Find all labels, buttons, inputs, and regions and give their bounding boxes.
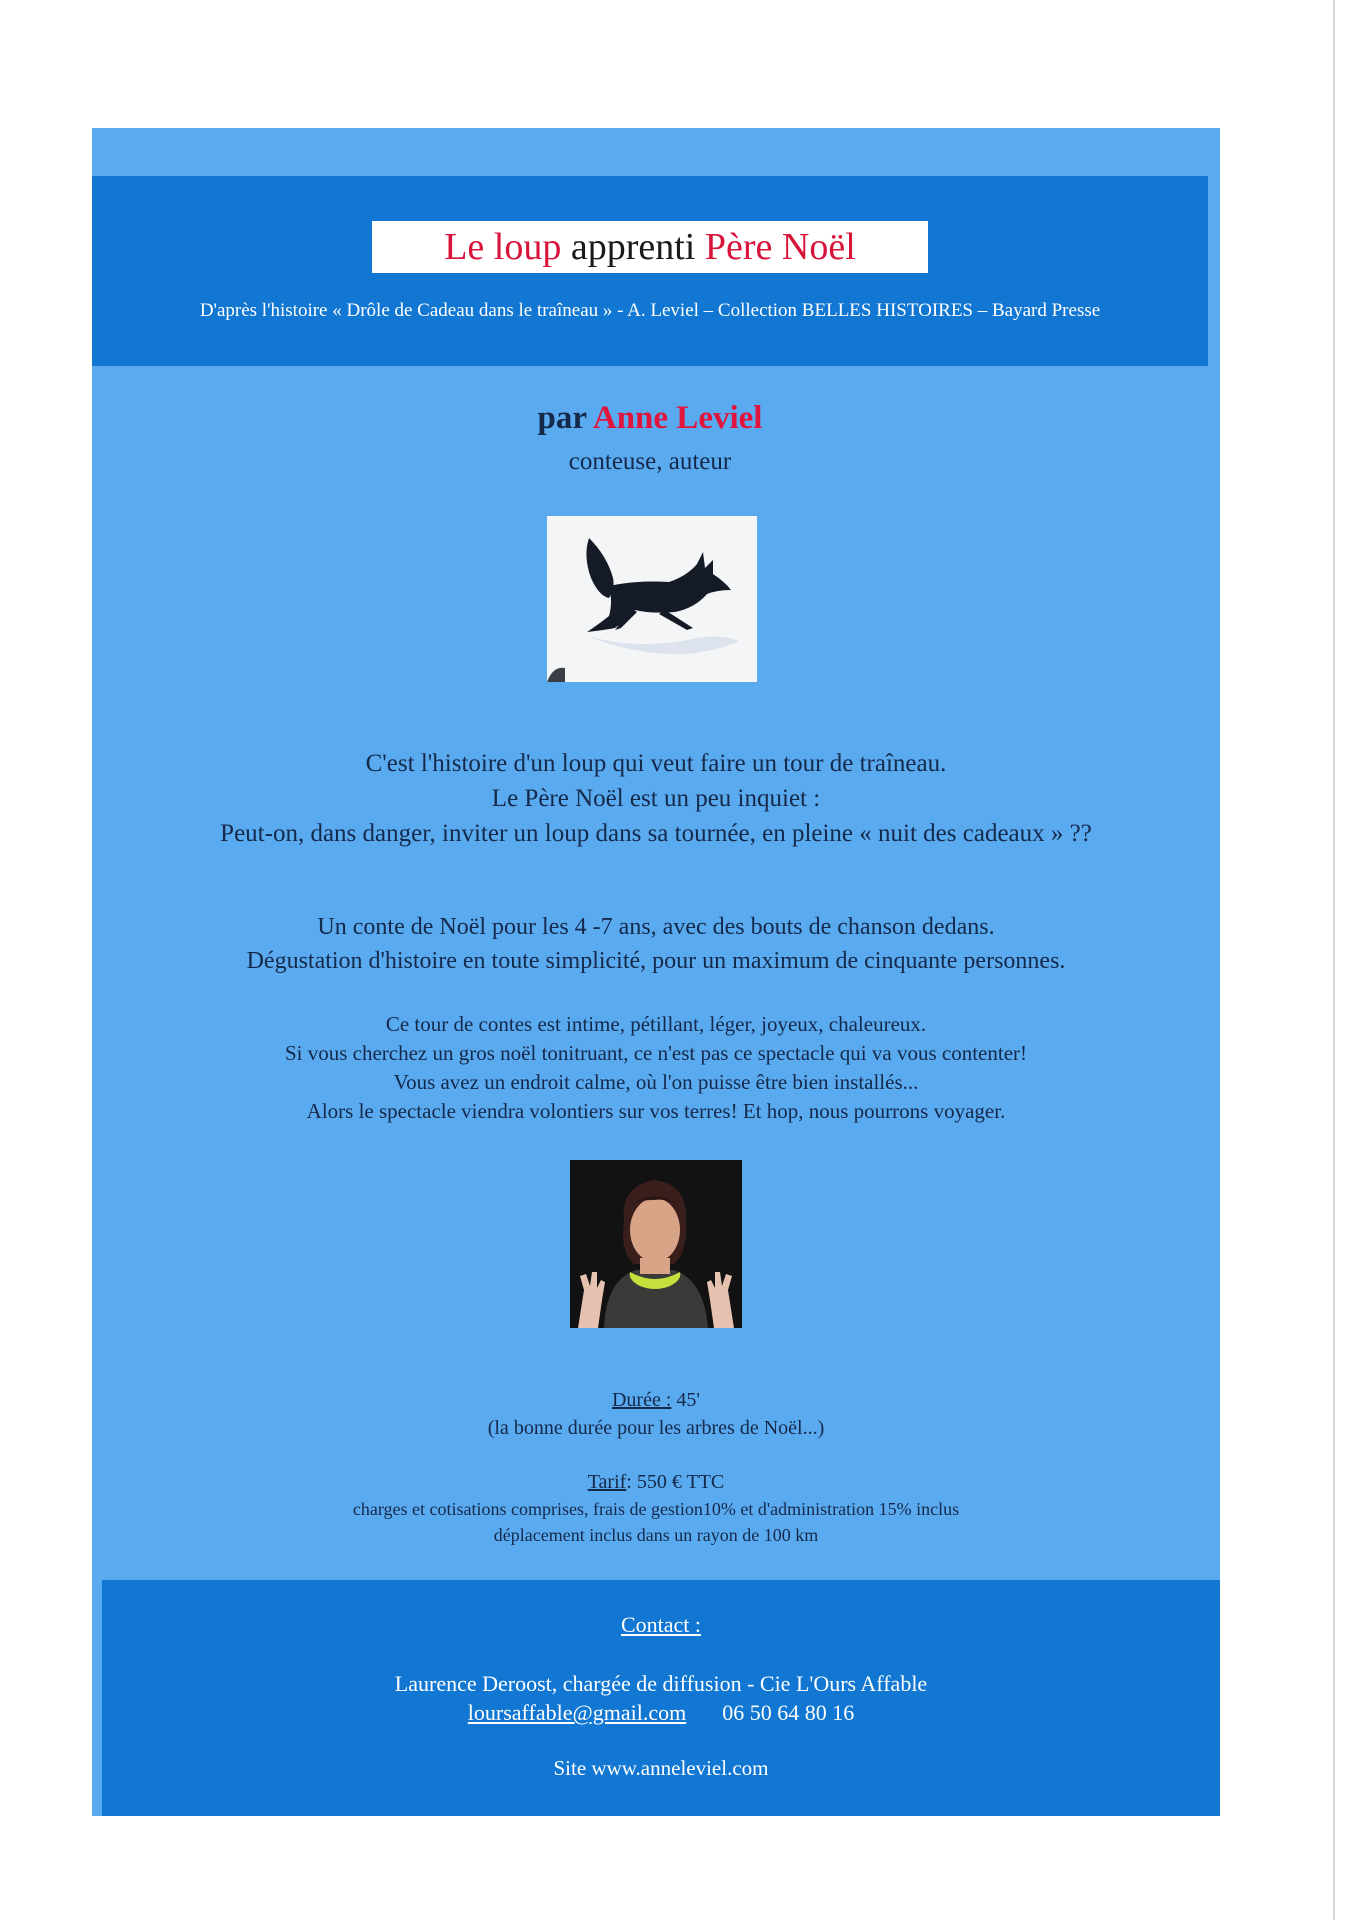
duration-value: 45'	[671, 1389, 701, 1411]
price-note: charges et cotisations comprises, frais de gestion10% et d'administration 15% inclus	[352, 1499, 960, 1519]
author-name: Anne Leviel	[592, 400, 763, 436]
tone-line: Vous avez un endroit calme, où l'on puisse être bien installés...	[393, 1070, 919, 1094]
author-role: conteuse, auteur	[568, 448, 732, 475]
contact-person: Laurence Deroost, chargée de diffusion - Cie L'Ours Affable	[394, 1671, 928, 1696]
duration-info	[92, 1386, 1220, 1442]
contact-details	[102, 1700, 1220, 1726]
flyer	[92, 128, 1220, 1816]
contact-phone: 06 50 64 80 16	[722, 1700, 855, 1725]
duration-note: (la bonne durée pour les arbres de Noël...)	[487, 1417, 825, 1439]
story-intro	[92, 746, 1220, 851]
tone-line: Alors le spectacle viendra volontiers sur vos terres! Et hop, nous pourrons voyager.	[306, 1099, 1006, 1123]
audience-info	[92, 910, 1220, 978]
tone-line: Ce tour de contes est intime, pétillant, léger, joyeux, chaleureux.	[385, 1012, 927, 1036]
title-word-loup: Le loup	[444, 226, 562, 268]
title-box	[372, 221, 928, 273]
website-link[interactable]: Site www.anneleviel.com	[553, 1756, 769, 1780]
author-prefix: par	[537, 400, 593, 436]
price-label: Tarif	[587, 1471, 627, 1493]
tone-description	[92, 1010, 1220, 1126]
intro-line: Peut-on, dans danger, inviter un loup dans sa tournée, en pleine « nuit des cadeaux » ??	[220, 820, 1092, 847]
audience-line: Un conte de Noël pour les 4 -7 ans, avec des bouts de chanson dedans.	[317, 914, 995, 940]
intro-line: Le Père Noël est un peu inquiet :	[491, 785, 821, 812]
author-photo	[570, 1160, 742, 1328]
price-value: : 550 € TTC	[626, 1471, 725, 1493]
duration-label: Durée :	[611, 1389, 672, 1411]
header-band	[92, 176, 1208, 366]
price-info	[92, 1468, 1220, 1548]
contact-band	[102, 1580, 1220, 1816]
fox-illustration	[547, 516, 757, 682]
author-line	[92, 400, 1208, 437]
tone-line: Si vous cherchez un gros noël tonitruant, ce n'est pas ce spectacle qui va vous contenter!	[284, 1041, 1028, 1065]
subtitle: D'après l'histoire « Drôle de Cadeau dans le traîneau » - A. Leviel – Collection BELLES HISTOIRES – Bayard Presse	[199, 300, 1101, 321]
scan-edge	[1333, 0, 1335, 1920]
title-word-pere-noel: Père Noël	[704, 226, 856, 268]
audience-line: Dégustation d'histoire en toute simplicité, pour un maximum de cinquante personnes.	[246, 948, 1066, 974]
intro-line: C'est l'histoire d'un loup qui veut faire un tour de traîneau.	[365, 750, 947, 777]
title-word-apprenti: apprenti	[561, 226, 705, 268]
contact-heading: Contact :	[620, 1612, 702, 1637]
travel-note: déplacement inclus dans un rayon de 100 km	[493, 1525, 819, 1545]
contact-email-link[interactable]: loursaffable@gmail.com	[467, 1700, 687, 1725]
